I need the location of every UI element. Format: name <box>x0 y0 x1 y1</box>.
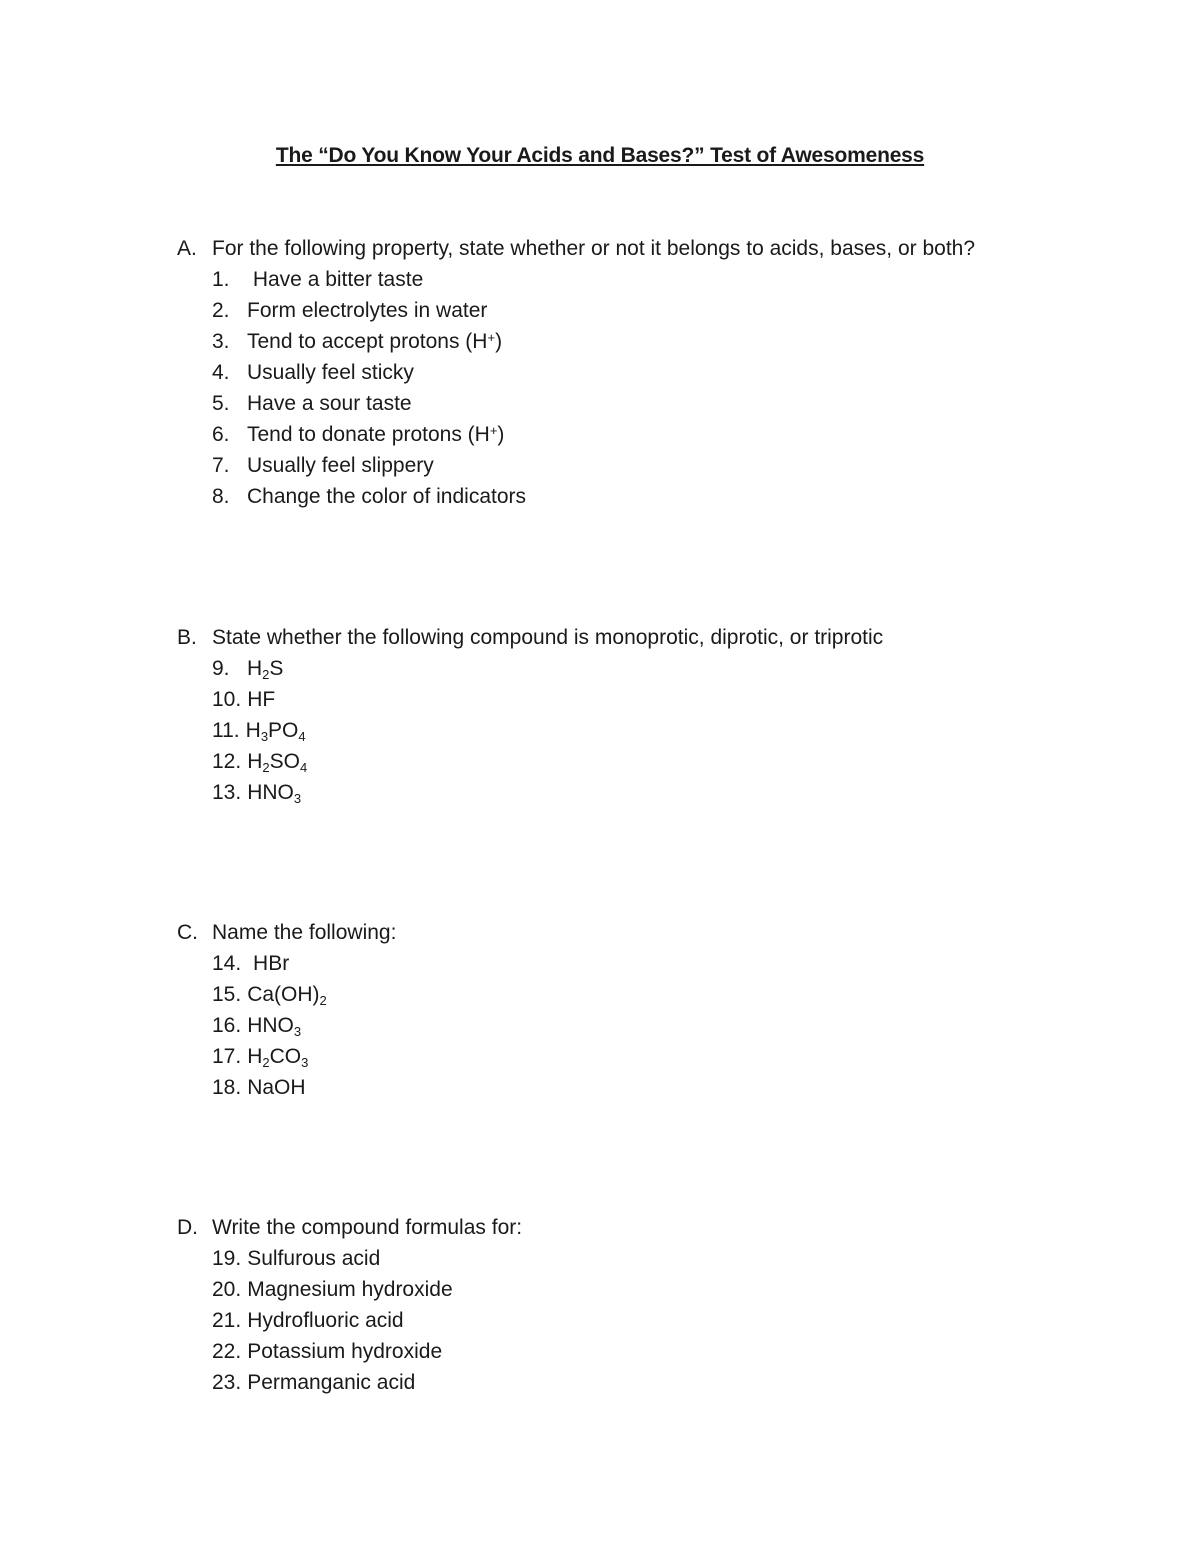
item-number: 19. <box>212 1247 242 1270</box>
list-item <box>177 1072 1137 1103</box>
formula-part: HF <box>247 688 276 711</box>
item-number: 17. <box>212 1045 242 1068</box>
section-letter: C. <box>177 921 198 944</box>
subscript: 3 <box>301 1055 309 1070</box>
section-b-heading <box>177 622 1137 653</box>
item-number: 8. <box>212 485 230 508</box>
item-number: 22. <box>212 1340 242 1363</box>
formula-part: H <box>247 1045 263 1068</box>
item-text: Form electrolytes in water <box>247 299 488 322</box>
formula-part: H <box>247 750 263 773</box>
item-text-end: ) <box>495 330 503 353</box>
item-number: 14. <box>212 952 242 975</box>
formula-part: H <box>245 719 261 742</box>
section-a <box>177 233 1137 512</box>
formula-part: NaOH <box>247 1076 306 1099</box>
section-d <box>177 1212 1137 1398</box>
formula-part: HBr <box>247 952 290 975</box>
item-number: 6. <box>212 423 230 446</box>
list-item <box>177 1010 1137 1041</box>
section-d-heading <box>177 1212 1137 1243</box>
subscript: 4 <box>298 729 306 744</box>
formula-part: HNO <box>247 781 294 804</box>
item-number: 15. <box>212 983 242 1006</box>
list-item <box>177 979 1137 1010</box>
item-text: Change the color of indicators <box>247 485 526 508</box>
superscript: + <box>487 330 496 345</box>
item-number: 13. <box>212 781 242 804</box>
list-item <box>177 264 1137 295</box>
section-c-heading <box>177 917 1137 948</box>
item-text: Potassium hydroxide <box>247 1340 443 1363</box>
list-item <box>177 357 1137 388</box>
subscript: 3 <box>293 1024 302 1039</box>
item-text: Tend to donate protons (H <box>247 423 490 446</box>
item-text: Have a sour taste <box>247 392 412 415</box>
formula-part: Ca(OH) <box>247 983 320 1006</box>
item-number: 5. <box>212 392 230 415</box>
item-number: 21. <box>212 1309 242 1332</box>
item-text-end: ) <box>497 423 505 446</box>
item-number: 18. <box>212 1076 242 1099</box>
list-item <box>177 948 1137 979</box>
section-c <box>177 917 1137 1103</box>
item-number: 7. <box>212 454 230 477</box>
item-number: 12. <box>212 750 242 773</box>
list-item <box>177 1041 1137 1072</box>
formula-part: SO <box>269 750 300 773</box>
item-text: Sulfurous acid <box>247 1247 381 1270</box>
list-item <box>177 1274 1137 1305</box>
formula-part: S <box>269 657 284 680</box>
section-letter: B. <box>177 626 197 649</box>
item-text: Have a bitter taste <box>247 268 424 291</box>
item-number: 2. <box>212 299 230 322</box>
formula-part: PO <box>268 719 299 742</box>
list-item <box>177 777 1137 808</box>
item-number: 4. <box>212 361 230 384</box>
item-text: Magnesium hydroxide <box>247 1278 453 1301</box>
list-item <box>177 684 1137 715</box>
list-item <box>177 419 1137 450</box>
section-letter: A. <box>177 237 197 260</box>
item-number: 11. <box>212 719 240 742</box>
section-question: For the following property, state whether or not it belongs to acids, bases, or both? <box>212 237 976 260</box>
subscript: 2 <box>319 993 327 1008</box>
subscript: 2 <box>262 1055 270 1070</box>
section-question: Write the compound formulas for: <box>212 1216 523 1239</box>
item-number: 23. <box>212 1371 242 1394</box>
list-item <box>177 295 1137 326</box>
subscript: 2 <box>262 760 270 775</box>
subscript: 2 <box>262 667 270 682</box>
superscript: + <box>489 423 498 438</box>
list-item <box>177 326 1137 357</box>
subscript: 4 <box>299 760 308 775</box>
list-item <box>177 1336 1137 1367</box>
formula-part: H <box>247 657 263 680</box>
section-question: Name the following: <box>212 921 397 944</box>
list-item <box>177 746 1137 777</box>
item-number: 1. <box>212 268 230 291</box>
item-number: 3. <box>212 330 230 353</box>
page-title: The “Do You Know Your Acids and Bases?” Test of Awesomeness <box>275 144 925 167</box>
section-question: State whether the following compound is monoprotic, diprotic, or triprotic <box>212 626 884 649</box>
list-item <box>177 450 1137 481</box>
list-item <box>177 481 1137 512</box>
list-item <box>177 1243 1137 1274</box>
item-text: Tend to accept protons (H <box>247 330 488 353</box>
item-text: Hydrofluoric acid <box>247 1309 404 1332</box>
item-text: Permanganic acid <box>247 1371 416 1394</box>
section-b <box>177 622 1137 808</box>
list-item <box>177 1305 1137 1336</box>
subscript: 3 <box>293 791 302 806</box>
item-text: Usually feel sticky <box>247 361 414 384</box>
section-letter: D. <box>177 1216 198 1239</box>
item-number: 16. <box>212 1014 242 1037</box>
subscript: 3 <box>260 729 269 744</box>
item-text: Usually feel slippery <box>247 454 434 477</box>
formula-part: HNO <box>247 1014 294 1037</box>
item-number: 10. <box>212 688 242 711</box>
list-item <box>177 653 1137 684</box>
formula-part: CO <box>269 1045 302 1068</box>
section-a-heading <box>177 233 1137 264</box>
item-number: 9. <box>212 657 230 680</box>
item-number: 20. <box>212 1278 242 1301</box>
list-item <box>177 1367 1137 1398</box>
list-item <box>177 388 1137 419</box>
list-item <box>177 715 1137 746</box>
